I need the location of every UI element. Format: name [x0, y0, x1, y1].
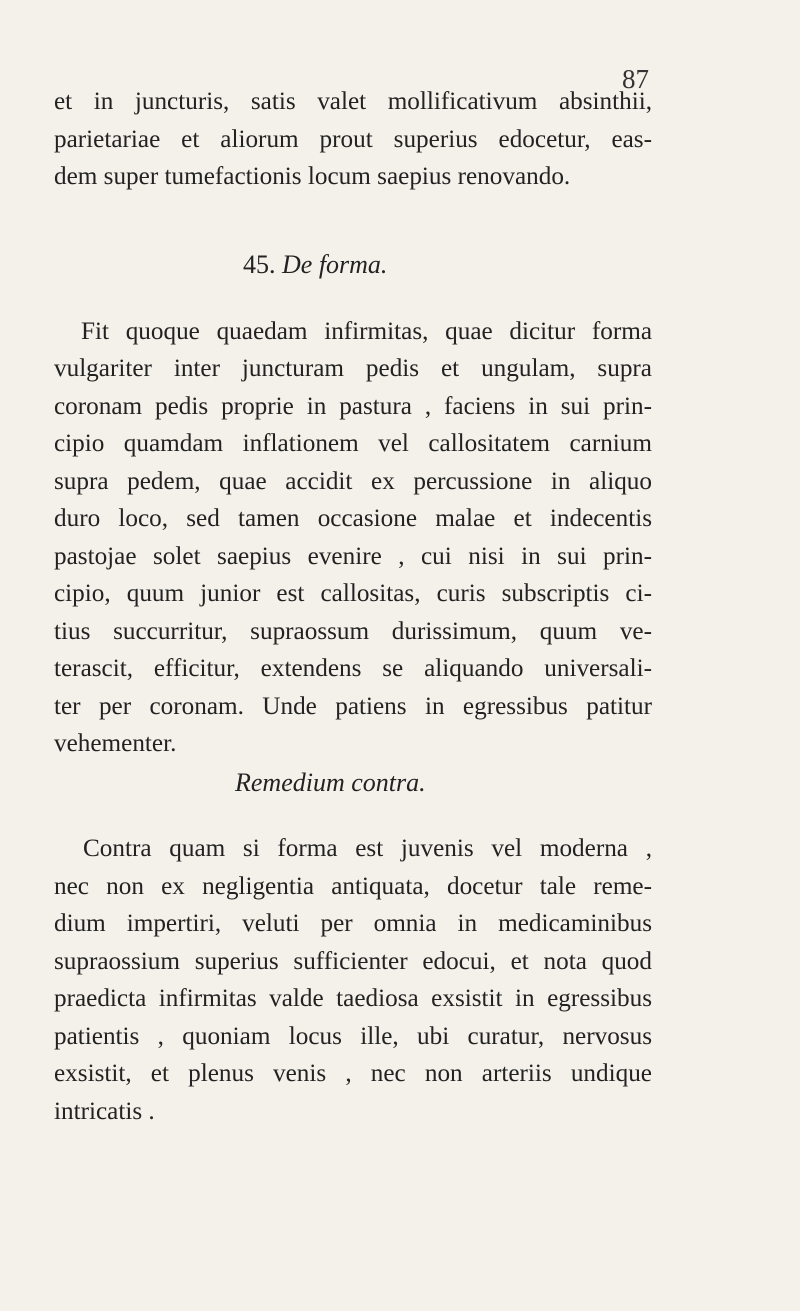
text-line: supraossium superius sufficienter edocui, et nota quod: [54, 948, 652, 975]
page-number: 87: [622, 64, 649, 94]
text-line: vulgariter inter juncturam pedis et ungulam, supra: [54, 355, 652, 382]
text-line: supra pedem, quae accidit ex percussione in aliquo: [54, 468, 652, 495]
text-line: dem super tumefactionis locum saepius renovando.: [54, 163, 571, 190]
text-line: coronam pedis proprie in pastura , faciens in sui prin-: [54, 393, 652, 420]
text-line: terascit, efficitur, extendens se aliquando universali-: [54, 655, 652, 682]
section-title: De forma.: [282, 250, 388, 279]
remedy-heading: Remedium contra.: [235, 768, 426, 797]
text-line: cipio, quum junior est callositas, curis subscriptis ci-: [54, 580, 652, 607]
text-line: Fit quoque quaedam infirmitas, quae dicitur forma: [81, 318, 652, 345]
text-line: exsistit, et plenus venis , nec non arteriis undique: [54, 1060, 652, 1087]
text-line: cipio quamdam inflationem vel callositatem carnium: [54, 430, 652, 457]
text-line: tius succurritur, supraossum durissimum, quum ve-: [54, 618, 652, 645]
text-line: nec non ex negligentia antiquata, docetur tale reme-: [54, 873, 652, 900]
text-line: intricatis .: [54, 1098, 155, 1125]
text-line: patientis , quoniam locus ille, ubi curatur, nervosus: [54, 1023, 652, 1050]
text-line: ter per coronam. Unde patiens in egressibus patitur: [54, 693, 652, 720]
text-line: dium impertiri, veluti per omnia in medicaminibus: [54, 910, 652, 937]
text-line: et in juncturis, satis valet mollificativum absinthii,: [54, 88, 652, 115]
text-line: parietariae et aliorum prout superius edocetur, eas-: [54, 126, 652, 153]
text-line: praedicta infirmitas valde taediosa exsistit in egressibus: [54, 985, 652, 1012]
section-number: 45.: [243, 250, 276, 279]
text-line: Contra quam si forma est juvenis vel moderna ,: [83, 835, 652, 862]
text-line: pastojae solet saepius evenire , cui nisi in sui prin-: [54, 543, 652, 570]
text-line: vehementer.: [54, 730, 177, 757]
section-heading: [243, 248, 387, 282]
text-line: duro loco, sed tamen occasione malae et indecentis: [54, 505, 652, 532]
